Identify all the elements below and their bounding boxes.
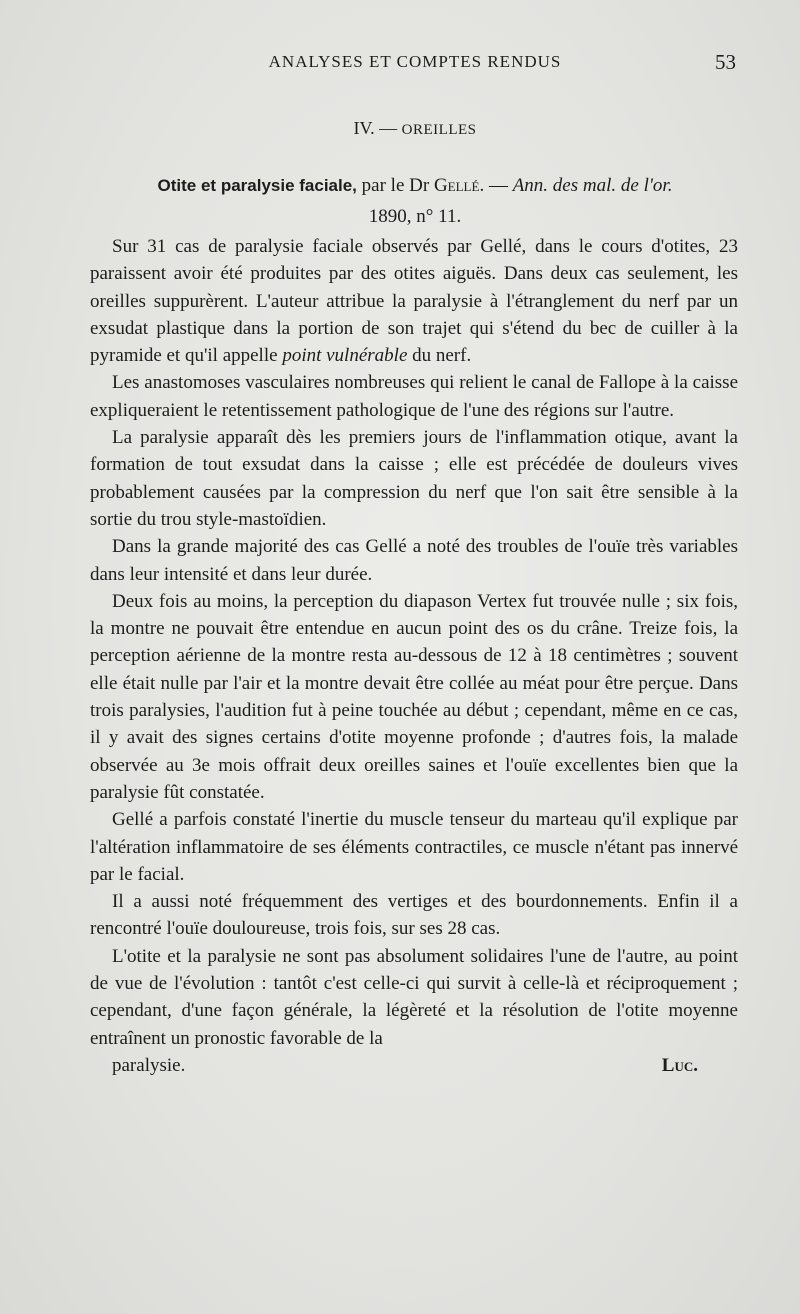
paragraph: La paralysie apparaît dès les premiers jours de l'inflammation otique, avant la formation de tout exsudat dans la caisse ; elle est précédée de douleurs vives probablement causées par la compression du nerf que l'on sait être sensible à la sortie du trou style-mastoïdien.	[90, 427, 738, 530]
paragraph	[90, 233, 738, 369]
article-body	[90, 233, 738, 1079]
last-word: paralysie.	[112, 1054, 186, 1076]
article-author: Gellé	[433, 175, 480, 196]
section-name: OREILLES	[401, 122, 477, 138]
article-heading	[95, 170, 735, 232]
running-header	[92, 52, 738, 82]
paragraph: L'otite et la paralysie ne sont pas absolument solidaires l'une de l'autre, au point de vue de l'évolution : tantôt c'est celle-ci qui survit à celle-là et réciproquement ; cependant, d'une façon générale, la légèreté et la résolution de l'otite moyenne entraînent un pronostic favorable de la	[90, 945, 738, 1049]
article-journal: Ann. des mal. de l'or.	[512, 175, 673, 196]
paragraph: Les anastomoses vasculaires nombreuses qui relient le canal de Fallope à la caisse expliqueraient le retentissement pathologique de l'une des régions sur l'autre.	[90, 372, 738, 421]
reviewer-signature: Luc.	[661, 1054, 698, 1076]
article-separator: . —	[479, 175, 513, 196]
emphasis-term: point vulnérable	[282, 345, 408, 367]
section-heading	[92, 118, 738, 139]
article-issue: 1890, n° 11.	[368, 206, 462, 227]
section-numeral: IV. —	[353, 118, 402, 138]
paragraph: Dans la grande majorité des cas Gellé a noté des troubles de l'ouïe très variables dans leur intensité et dans leur durée.	[90, 536, 738, 585]
paragraph-text: Sur 31 cas de paralysie faciale observés par Gellé, dans le cours d'otites, 23 paraissent avoir été produites par des otites aiguës. Dans deux cas seulement, les oreilles suppurèrent. L'auteur attribue la paralysie à l'étranglement du nerf par un exsudat plastique dans la portion de son trajet qui s'étend du bec de cuiller à la pyramide et qu'il appelle	[90, 236, 738, 367]
paragraph-text-end: du nerf.	[407, 345, 472, 367]
paragraph: Deux fois au moins, la perception du diapason Vertex fut trouvée nulle ; six fois, la montre ne pouvait être entendue en aucun point des os du crâne. Treize fois, la perception aérienne de la montre resta au-dessous de 12 à 18 centimètres ; souvent elle était nulle par l'air et la montre devait être collée au méat pour être perçue. Dans trois paralysies, l'audition fut à peine touchée au début ; cependant, même en ce cas, il y avait des signes certains d'otite moyenne profonde ; d'autres fois, la malade observée au 3e mois offrait deux oreilles saines et l'ouïe excellentes bien que la paralysie fût constatée.	[90, 590, 738, 803]
paragraph: Il a aussi noté fréquemment des vertiges et des bourdonnements. Enfin il a rencontré l'ouïe douloureuse, trois fois, sur ses 28 cas.	[90, 891, 738, 940]
article-title: Otite et paralysie faciale,	[157, 176, 357, 195]
closing-line	[90, 1052, 738, 1079]
paragraph: Gellé a parfois constaté l'inertie du muscle tenseur du marteau qu'il explique par l'altération inflammatoire de ses éléments contractiles, ce muscle n'étant pas innervé par le facial.	[90, 809, 738, 885]
running-title: ANALYSES ET COMPTES RENDUS	[268, 52, 562, 71]
page-number: 53	[715, 50, 736, 74]
article-by: par le Dr	[356, 175, 434, 196]
article-heading-line-1	[95, 170, 735, 201]
